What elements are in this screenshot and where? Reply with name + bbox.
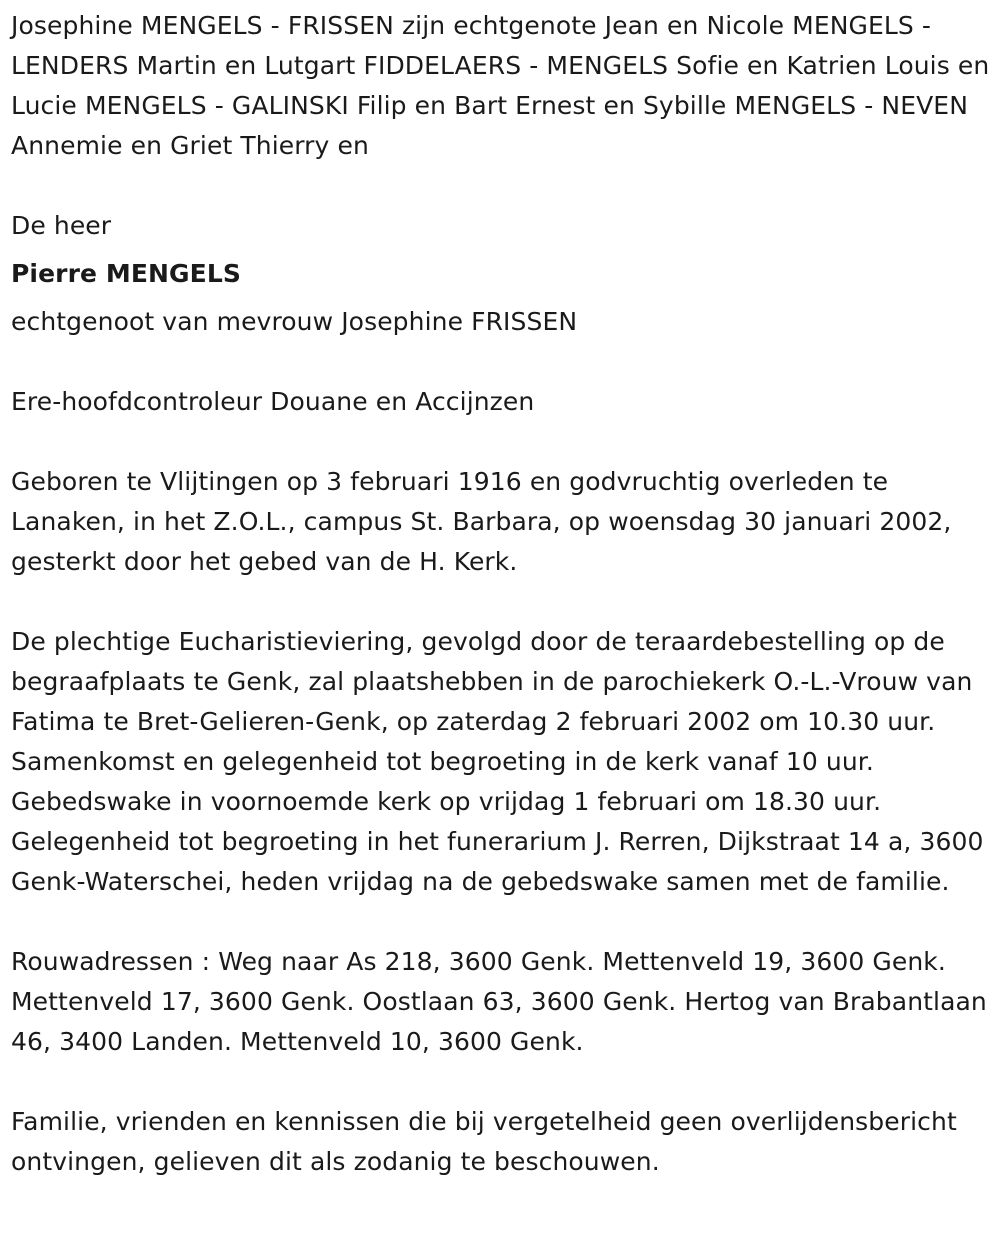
spacer (11, 1062, 991, 1102)
spacer (11, 902, 991, 942)
spacer (11, 582, 991, 622)
obituary-document (11, 6, 991, 1182)
spacer (11, 166, 991, 206)
spacer (11, 422, 991, 462)
ceremony-paragraph: De plechtige Eucharistieviering, gevolgd door de teraardebestelling op de begraafplaats te Genk, zal plaatshebben in de parochiekerk O.-L.-Vrouw van Fatima te Bret-Gelieren-Genk, op zaterdag 2 februari 2002 om 10.30 uur. Samenkomst en gelegenheid tot begroeting in de kerk vanaf 10 uur. Gebedswake in voornoemde kerk op vrijdag 1 februari om 18.30 uur. Gelegenheid tot begroeting in het funerarium J. Rerren, Dijkstraat 14 a, 3600 Genk-Waterschei, heden vrijdag na de gebedswake samen met de familie. (11, 627, 984, 896)
birth-death-paragraph: Geboren te Vlijtingen op 3 februari 1916 en godvruchtig overleden te Lanaken, in het Z.O.L., campus St. Barbara, op woensdag 30 januari 2002, gesterkt door het gebed van de H. Kerk. (11, 467, 952, 576)
spouse-line: echtgenoot van mevrouw Josephine FRISSEN (11, 307, 578, 336)
closing-note: Familie, vrienden en kennissen die bij vergetelheid geen overlijdensbericht ontvingen, gelieven dit als zodanig te beschouwen. (11, 1107, 957, 1176)
honorary-title: Ere-hoofdcontroleur Douane en Accijnzen (11, 387, 535, 416)
salutation: De heer (11, 211, 112, 240)
spacer (11, 342, 991, 382)
family-list: Josephine MENGELS - FRISSEN zijn echtgenote Jean en Nicole MENGELS - LENDERS Martin en Lutgart FIDDELAERS - MENGELS Sofie en Katrien Louis en Lucie MENGELS - GALINSKI Filip en Bart Ernest en Sybille MENGELS - NEVEN Annemie en Griet Thierry en (11, 11, 990, 160)
deceased-name: Pierre MENGELS (11, 259, 241, 288)
mourning-addresses: Rouwadressen : Weg naar As 218, 3600 Genk. Mettenveld 19, 3600 Genk. Mettenveld 17, 3600 Genk. Oostlaan 63, 3600 Genk. Hertog van Brabantlaan 46, 3400 Landen. Mettenveld 10, 3600 Genk. (11, 947, 987, 1056)
